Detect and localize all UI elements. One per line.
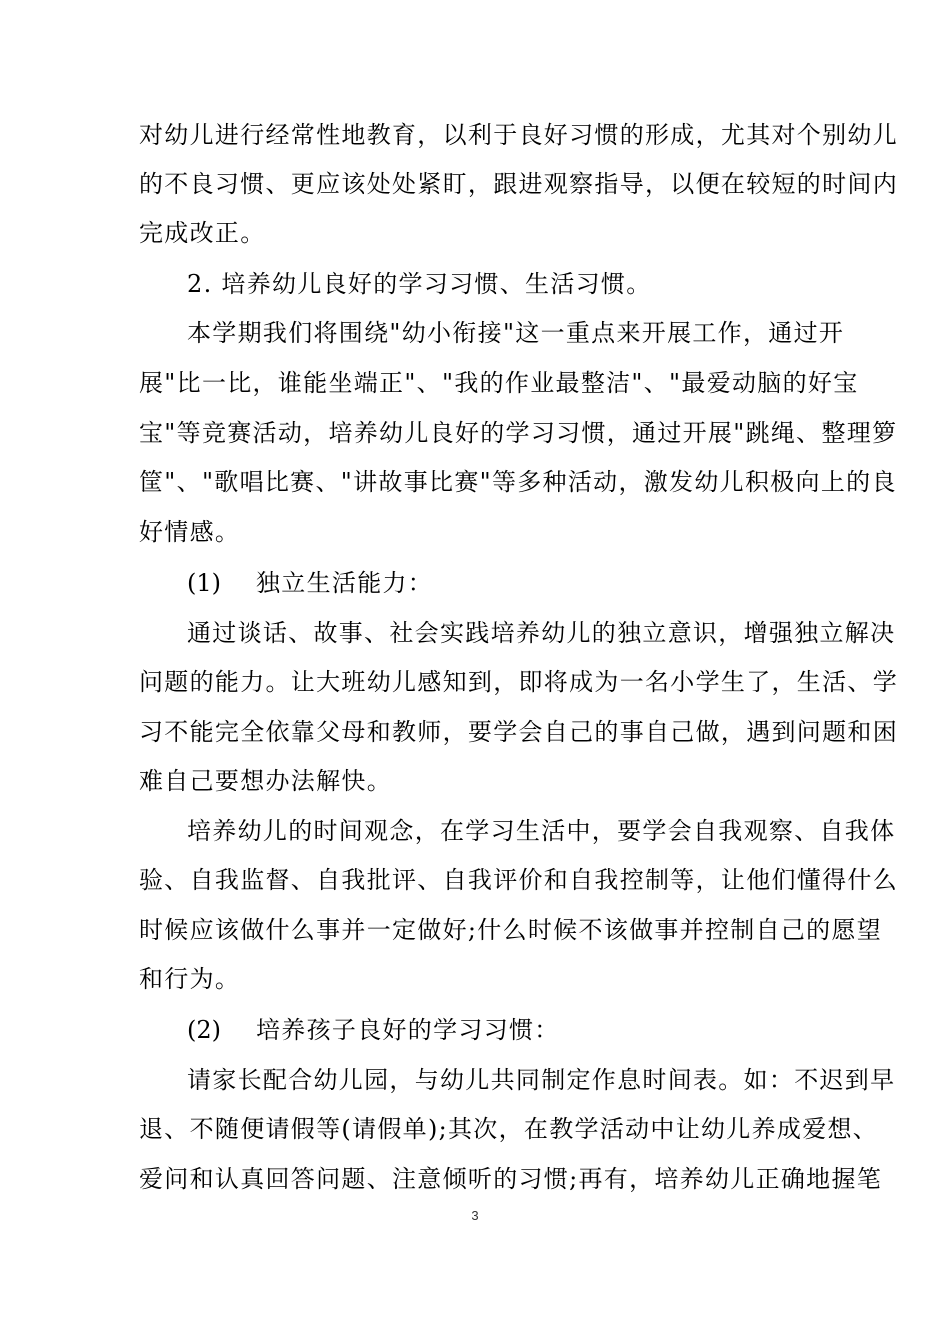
text-line: 好情感。 [139, 518, 241, 546]
text-line: 通过谈话、故事、社会实践培养幼儿的独立意识，增强独立解决 [187, 619, 896, 647]
text-line: 完成改正。 [139, 219, 266, 247]
text-line: 对幼儿进行经常性地教育，以利于良好习惯的形成，尤其对个别幼儿 [139, 121, 898, 149]
text-line: 筐"、"歌唱比赛、"讲故事比赛"等多种活动，激发幼儿积极向上的良 [139, 468, 897, 496]
text-line: 问题的能力。让大班幼儿感知到，即将成为一名小学生了，生活、学 [139, 668, 898, 696]
text-line: 本学期我们将围绕"幼小衔接"这一重点来开展工作，通过开 [187, 319, 845, 347]
text-line: 验、自我监督、自我批评、自我评价和自我控制等，让他们懂得什么 [139, 866, 898, 894]
text-line: 难自己要想办法解快。 [139, 767, 392, 795]
section-heading: 2. 培养幼儿良好的学习习惯、生活习惯。 [187, 270, 652, 298]
text-line: 展"比一比，谁能坐端正"、"我的作业最整洁"、"最爱动脑的好宝 [139, 369, 859, 397]
list-item-number: (1) [187, 569, 221, 597]
list-item-number: (2) [187, 1016, 221, 1044]
text-line: 和行为。 [139, 965, 241, 993]
text-line: 时候应该做什么事并一定做好;什么时候不该做事并控制自己的愿望 [139, 916, 883, 944]
text-line: 退、不随便请假等(请假单);其次，在教学活动中让幼儿养成爱想、 [139, 1115, 879, 1143]
list-item-title: 培养孩子良好的学习习惯： [256, 1016, 560, 1044]
list-item-title: 独立生活能力： [256, 569, 434, 597]
text-line: 请家长配合幼儿园，与幼儿共同制定作息时间表。如：不迟到早 [187, 1066, 896, 1094]
page-number: 3 [471, 1208, 479, 1223]
text-line: 爱问和认真回答问题、注意倾听的习惯;再有，培养幼儿正确地握笔 [139, 1165, 883, 1193]
text-line: 宝"等竞赛活动，培养幼儿良好的学习习惯，通过开展"跳绳、整理箩 [139, 419, 898, 447]
text-line: 的不良习惯、更应该处处紧盯，跟进观察指导，以便在较短的时间内 [139, 170, 898, 198]
text-line: 培养幼儿的时间观念，在学习生活中，要学会自我观察、自我体 [187, 817, 896, 845]
text-line: 习不能完全依靠父母和教师，要学会自己的事自己做，遇到问题和困 [139, 718, 898, 746]
